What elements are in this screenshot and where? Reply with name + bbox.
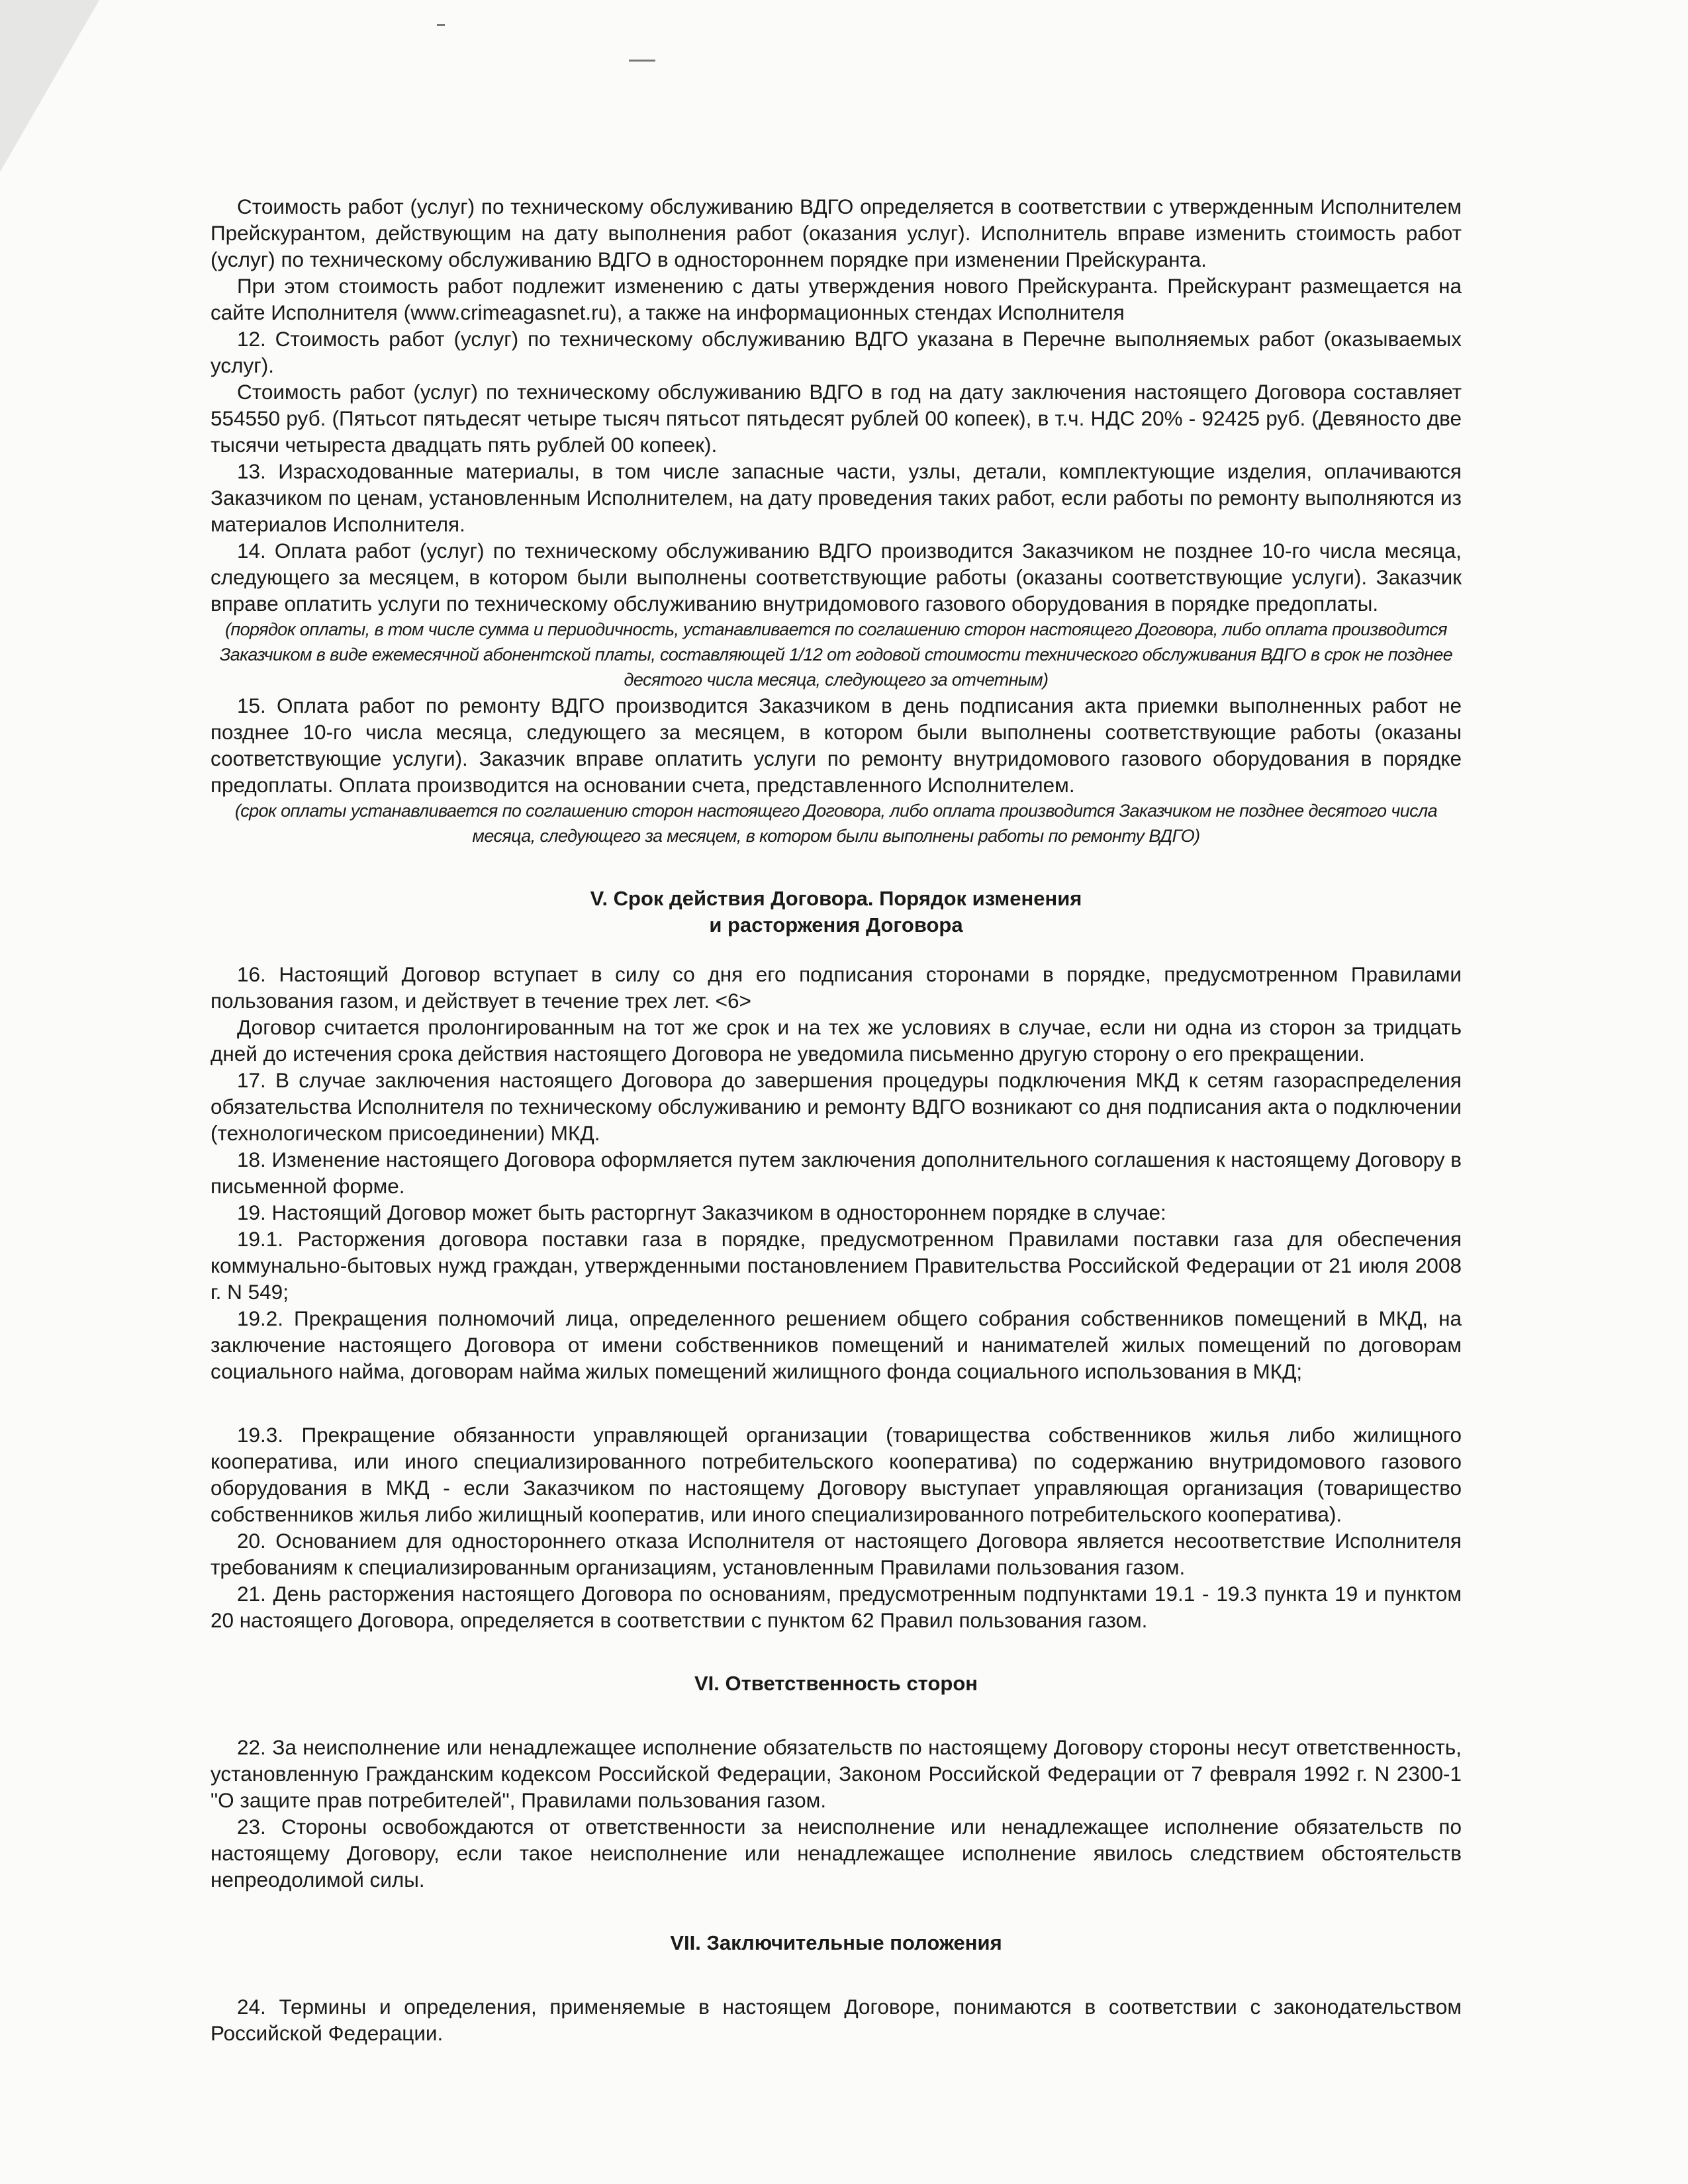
page-corner-fold [0,0,99,172]
paragraph: Стоимость работ (услуг) по техническому обслуживанию ВДГО в год на дату заключения настоящего Договора составляет 554550 руб. (Пятьсот пятьдесят четыре тысяч пятьсот пятьдесят рублей 00 копеек), в т.ч. НДС 20% - 92425 руб. (Девяносто две тысячи четыреста двадцать пять рублей 00 копеек). [211,380,1462,457]
paragraph: 12. Стоимость работ (услуг) по техническому обслуживанию ВДГО указана в Перечне выполняемых работ (оказываемых услуг). [211,327,1462,377]
paragraph: 17. В случае заключения настоящего Договора до завершения процедуры подключения МКД к сетям газораспределения обязательства Исполнителя по техническому обслуживанию и ремонту ВДГО возникают со дня подписания акта о подключении (технологическом присоединении) МКД. [211,1068,1462,1145]
paragraph: 19. Настоящий Договор может быть расторгнут Заказчиком в одностороннем порядке в случае: [237,1201,1166,1224]
paragraph: Стоимость работ (услуг) по техническому обслуживанию ВДГО определяется в соответствии с утвержденным Исполнителем Прейскурантом, действующим на дату выполнения работ (оказания услуг). Исполнитель вправе изменить стоимость работ (услуг) по техническому обслуживанию ВДГО в одностороннем порядке при изменении Прейскуранта. [211,195,1462,271]
paragraph: 19.3. Прекращение обязанности управляющей организации (товарищества собственников жилья либо жилищного кооператива, или иного специализированного потребительского кооператива) по содержанию внутридомового газового оборудования в МКД - если Заказчиком по настоящему Договору выступает управляющая организация (товарищество собственников жилья либо жилищный кооператив, или иного специализированного потребительского кооператива). [211,1423,1462,1526]
scan-speck [437,24,445,26]
paragraph: 22. За неисполнение или ненадлежащее исполнение обязательств по настоящему Договору стороны несут ответственность, установленную Гражданским кодексом Российской Федерации, Законом Российской Федерации от 7 февраля 1992 г. N 2300-1 "О защите прав потребителей", Правилами пользования газом. [211,1735,1462,1812]
paragraph: 18. Изменение настоящего Договора оформляется путем заключения дополнительного соглашения к настоящему Договору в письменной форме. [211,1148,1462,1198]
paragraph: 13. Израсходованные материалы, в том числе запасные части, узлы, детали, комплектующие изделия, оплачиваются Заказчиком по ценам, установленным Исполнителем, на дату проведения таких работ, если работы по ремонту выполняются из материалов Исполнителя. [211,459,1462,536]
paragraph: 23. Стороны освобождаются от ответственности за неисполнение или ненадлежащее исполнение обязательств по настоящему Договору, если такое неисполнение или ненадлежащее исполнение явилось следствием обстоятельств непреодолимой силы. [211,1815,1462,1891]
section-heading: V. Срок действия Договора. Порядок изменения [590,887,1082,910]
section-heading: VII. Заключительные положения [670,1931,1002,1954]
paragraph: 21. День расторжения настоящего Договора по основаниям, предусмотренным подпунктами 19.1 - 19.3 пункта 19 и пунктом 20 настоящего Договора, определяется в соответствии с пунктом 62 Правил пользования газом. [211,1582,1462,1632]
contract-page [211,193,1462,2046]
section-heading: и расторжения Договора [709,913,963,936]
section-heading: VI. Ответственность сторон [694,1672,978,1695]
paragraph: При этом стоимость работ подлежит изменению с даты утверждения нового Прейскуранта. Прейскурант размещается на сайте Исполнителя (www.crimeagasnet.ru), а также на информационных стендах Исполнителя [211,274,1462,324]
footnote-italic: (порядок оплаты, в том числе сумма и периодичность, устанавливается по соглашению сторон настоящего Договора, либо оплата производится Заказчиком в виде ежемесячной абонентской платы, составляющей 1/12 от годовой стоимости технического обслуживания ВДГО в срок не позднее десятого числа месяца, следующего за отчетным) [219,619,1453,690]
paragraph: 15. Оплата работ по ремонту ВДГО производится Заказчиком в день подписания акта приемки выполненных работ не позднее 10-го числа месяца, следующего за месяцем, в котором были выполнены соответствующие работы (оказаны соответствующие услуги). Заказчик вправе оплатить услуги по ремонту внутридомового газового оборудования в порядке предоплаты. Оплата производится на основании счета, представленного Исполнителем. [211,694,1462,797]
paragraph: 24. Термины и определения, применяемые в настоящем Договоре, понимаются в соответствии с законодательством Российской Федерации. [211,1995,1462,2045]
paragraph: 20. Основанием для одностороннего отказа Исполнителя от настоящего Договора является несоответствие Исполнителя требованиям к специализированным организациям, установленным Правилами пользования газом. [211,1529,1462,1579]
footnote-italic: (срок оплаты устанавливается по соглашению сторон настоящего Договора, либо оплата производится Заказчиком не позднее десятого числа месяца, следующего за месяцем, в котором были выполнены работы по ремонту ВДГО) [234,801,1438,846]
scan-speck [629,60,655,62]
paragraph: 14. Оплата работ (услуг) по техническому обслуживанию ВДГО производится Заказчиком не позднее 10-го числа месяца, следующего за месяцем, в котором были выполнены соответствующие работы (оказаны соответствующие услуги). Заказчик вправе оплатить услуги по техническому обслуживанию внутридомового газового оборудования в порядке предоплаты. [211,539,1462,615]
paragraph: 16. Настоящий Договор вступает в силу со дня его подписания сторонами в порядке, предусмотренном Правилами пользования газом, и действует в течение трех лет. <6> [211,962,1462,1013]
paragraph: 19.2. Прекращения полномочий лица, определенного решением общего собрания собственников помещений в МКД, на заключение настоящего Договора от имени собственников помещений и нанимателей жилых помещений по договорам социального найма, договорам найма жилых помещений жилищного фонда социального использования в МКД; [211,1306,1462,1383]
paragraph: 19.1. Расторжения договора поставки газа в порядке, предусмотренном Правилами поставки газа для обеспечения коммунально-бытовых нужд граждан, утвержденными постановлением Правительства Российской Федерации от 21 июля 2008 г. N 549; [211,1227,1462,1304]
paragraph: Договор считается пролонгированным на тот же срок и на тех же условиях в случае, если ни одна из сторон за тридцать дней до истечения срока действия настоящего Договора не уведомила письменно другую сторону о его прекращении. [211,1015,1462,1066]
